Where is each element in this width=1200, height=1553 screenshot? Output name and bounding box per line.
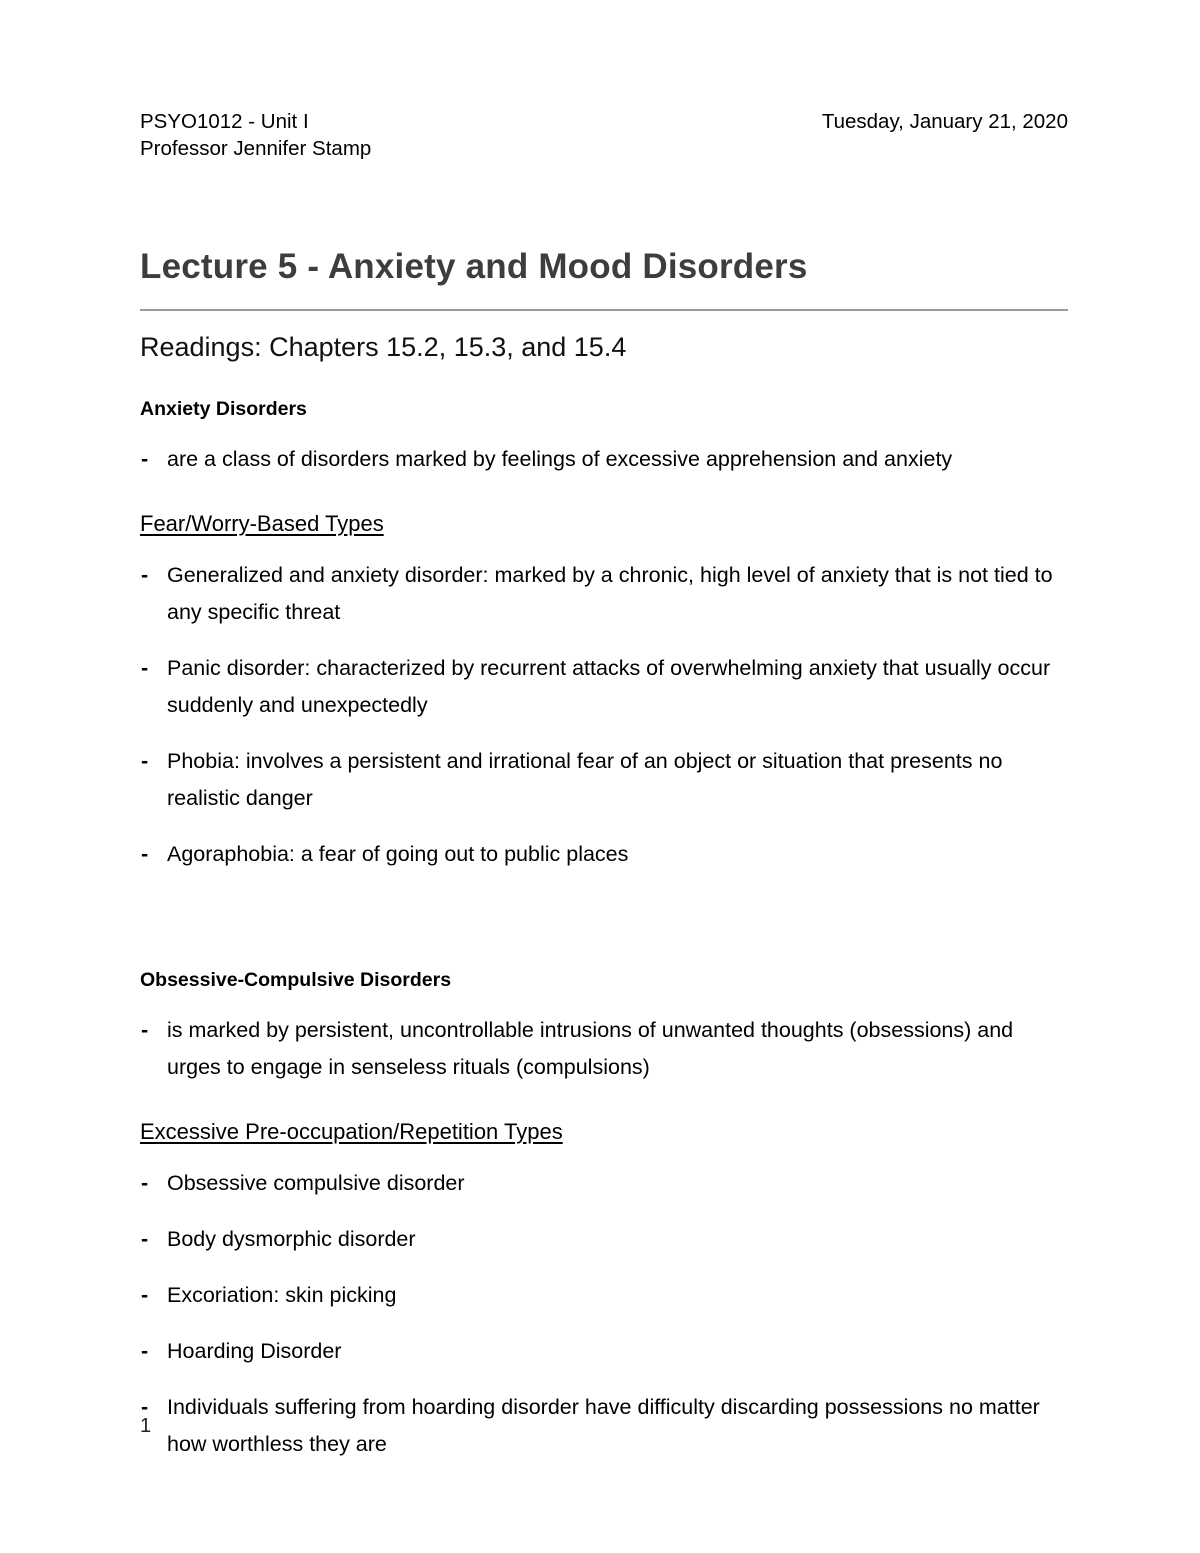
bullet-dash-icon: - bbox=[141, 1018, 149, 1042]
bullet-dash-icon: - bbox=[141, 842, 149, 866]
list-item-text: are a class of disorders marked by feelings of excessive apprehension and anxiety bbox=[167, 447, 953, 471]
title-divider bbox=[140, 309, 1068, 311]
header-left-block bbox=[140, 108, 371, 162]
professor-name: Professor Jennifer Stamp bbox=[140, 137, 372, 160]
list-item bbox=[140, 1221, 1068, 1258]
list-item-text: Phobia: involves a persistent and irrational fear of an object or situation that presents no realistic danger bbox=[167, 749, 1003, 810]
list-item-text: Individuals suffering from hoarding disorder have difficulty discarding possessions no matter how worthless they are bbox=[167, 1395, 1040, 1456]
page-title: Lecture 5 - Anxiety and Mood Disorders bbox=[140, 247, 808, 286]
bullet-dash-icon: - bbox=[141, 1171, 149, 1195]
readings-line: Readings: Chapters 15.2, 15.3, and 15.4 bbox=[140, 332, 627, 362]
course-code: PSYO1012 - Unit I bbox=[140, 110, 309, 133]
bullet-dash-icon: - bbox=[141, 749, 149, 773]
list-item-text: Generalized and anxiety disorder: marked by a chronic, high level of anxiety that is not tied to any specific threat bbox=[167, 563, 1053, 624]
list-item bbox=[140, 1389, 1068, 1463]
bullet-dash-icon: - bbox=[141, 656, 149, 680]
list-item-text: Hoarding Disorder bbox=[167, 1339, 342, 1363]
bullet-dash-icon: - bbox=[141, 1283, 149, 1307]
bullet-dash-icon: - bbox=[141, 1395, 149, 1419]
list-item-text: is marked by persistent, uncontrollable intrusions of unwanted thoughts (obsessions) and urges to engage in senseless rituals (compulsions) bbox=[167, 1018, 1014, 1079]
document-body bbox=[140, 108, 1068, 1463]
bullet-list bbox=[140, 1165, 1068, 1463]
bullet-dash-icon: - bbox=[141, 1339, 149, 1363]
list-item bbox=[140, 1165, 1068, 1202]
list-item bbox=[140, 1012, 1068, 1086]
subsection-heading: Excessive Pre-occupation/Repetition Types bbox=[140, 1119, 563, 1144]
section-heading: Obsessive-Compulsive Disorders bbox=[140, 969, 452, 991]
section-anxiety-disorders bbox=[140, 396, 1068, 873]
intro-bullet-list bbox=[140, 1012, 1068, 1086]
list-item bbox=[140, 743, 1068, 817]
document-header bbox=[140, 108, 1068, 162]
bullet-dash-icon: - bbox=[141, 563, 149, 587]
list-item-text: Panic disorder: characterized by recurrent attacks of overwhelming anxiety that usually occur suddenly and unexpectedly bbox=[167, 656, 1051, 717]
bullet-dash-icon: - bbox=[141, 1227, 149, 1251]
bullet-list bbox=[140, 557, 1068, 873]
intro-bullet-list bbox=[140, 441, 1068, 478]
list-item-text: Obsessive compulsive disorder bbox=[167, 1171, 465, 1195]
list-item bbox=[140, 1333, 1068, 1370]
list-item-text: Body dysmorphic disorder bbox=[167, 1227, 416, 1251]
list-item bbox=[140, 557, 1068, 631]
subsection-heading: Fear/Worry-Based Types bbox=[140, 511, 384, 536]
list-item bbox=[140, 836, 1068, 873]
lecture-date: Tuesday, January 21, 2020 bbox=[821, 110, 1068, 133]
title-block bbox=[140, 246, 1068, 311]
list-item-text: Agoraphobia: a fear of going out to public places bbox=[167, 842, 629, 866]
list-item bbox=[140, 441, 1068, 478]
page-number: 1 bbox=[140, 1415, 152, 1437]
section-obsessive-compulsive-disorders bbox=[140, 967, 1068, 1463]
header-right-block bbox=[822, 108, 1068, 135]
bullet-dash-icon: - bbox=[141, 447, 149, 471]
list-item bbox=[140, 650, 1068, 724]
section-heading: Anxiety Disorders bbox=[140, 398, 307, 420]
list-item bbox=[140, 1277, 1068, 1314]
list-item-text: Excoriation: skin picking bbox=[167, 1283, 397, 1307]
